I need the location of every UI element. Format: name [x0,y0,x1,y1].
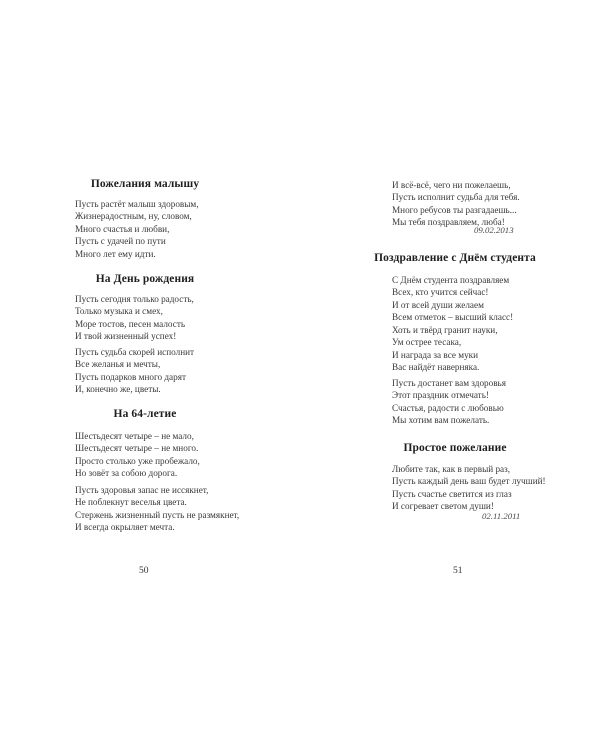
poem-line: И всегда окрыляет мечта. [75,522,175,533]
stanza [392,274,513,324]
poem-line: Пусть достанет вам здоровья [392,378,506,388]
poem-title: На День рождения [95,273,195,285]
poem-line: Пусть счастье светится из глаз [392,488,512,499]
stanza [392,463,546,513]
stanza [392,377,506,427]
poem-line: Пусть растёт малыш здоровым, [75,199,199,209]
poem-line: Много счастья и любви, [75,223,170,234]
poem-line: Только музыка и смех, [75,306,163,317]
poem-line: Не поблекнут веселья цвета. [75,497,187,508]
poem-line: И всё-всё, чего ни пожелаешь, [392,180,511,190]
poem-title: Простое пожелание [403,442,507,454]
stanza [75,430,200,480]
poem-line: Любите так, как в первый раз, [392,464,511,474]
poem-title: Поздравление с Днём студента [374,252,536,264]
poem-line: Вас найдёт наверняка. [392,362,480,373]
poem-line: Пусть каждый день ваш будет лучший! [392,476,546,487]
poem-line: Много ребусов ты разгадаешь... [392,204,517,215]
poem-line: Стержень жизненный пусть не размякнет, [75,509,240,520]
page-number: 51 [453,566,463,576]
stanza [392,324,498,374]
stanza [75,293,194,343]
poem-line: Шестьдесят четыре – не мало, [75,431,194,441]
poem-line: И, конечно же, цветы. [75,384,161,395]
poem-line: Ум острее тесака, [392,337,462,348]
right-page [300,0,600,750]
poem-line: Много лет ему идти. [75,248,156,259]
poem-line: Хоть и твёрд гранит науки, [392,325,498,335]
poem-line: Счастья, радости с любовью [392,402,504,413]
poem-line: Пусть с удачей по пути [75,236,166,247]
poem-title: Пожелания малышу [90,178,200,190]
poem-line: Мы хотим вам пожелать. [392,415,490,426]
poem-line: Пусть подарков много дарят [75,371,186,382]
poem-line: И от всей души желаем [392,299,484,310]
poem-line: Все желанья и мечты, [75,359,161,370]
poem-title: На 64-летие [113,408,177,420]
poem-date: 02.11.2011 [482,511,521,521]
poem-line: И твой жизненный успех! [75,331,177,342]
stanza [392,179,520,229]
stanza [75,484,239,534]
poem-line: Пусть судьба скорей исполнит [75,347,195,357]
poem-line: Пусть сегодня только радость, [75,294,194,304]
poem-line: Мы тебя поздравляем, люба! [392,217,505,228]
poem-line: И награда за все муки [392,349,479,360]
poem-line: Жизнерадостным, ну, словом, [75,211,192,222]
stanza [75,346,194,396]
poem-line: Пусть исполнит судьба для тебя. [392,192,520,203]
poem-line: Этот праздник отмечать! [392,390,489,401]
poem-line: Но зовёт за собою дорога. [75,468,178,479]
poem-line: Море тостов, песен малость [75,318,186,329]
poem-line: И согревает светом души! [392,501,494,512]
poem-line: Пусть здоровья запас не иссякнет, [75,485,209,495]
poem-line: Всех, кто учится сейчас! [392,287,489,298]
poem-line: Всем отметок – высший класс! [392,312,514,323]
poem-line: С Днём студента поздравляем [392,275,510,285]
poem-line: Просто столько уже пробежало, [75,455,200,466]
poem-line: Шестьдесят четыре – не много. [75,443,199,454]
page-number: 50 [139,566,149,576]
poem-date: 09.02.2013 [474,225,514,235]
stanza [75,198,199,260]
